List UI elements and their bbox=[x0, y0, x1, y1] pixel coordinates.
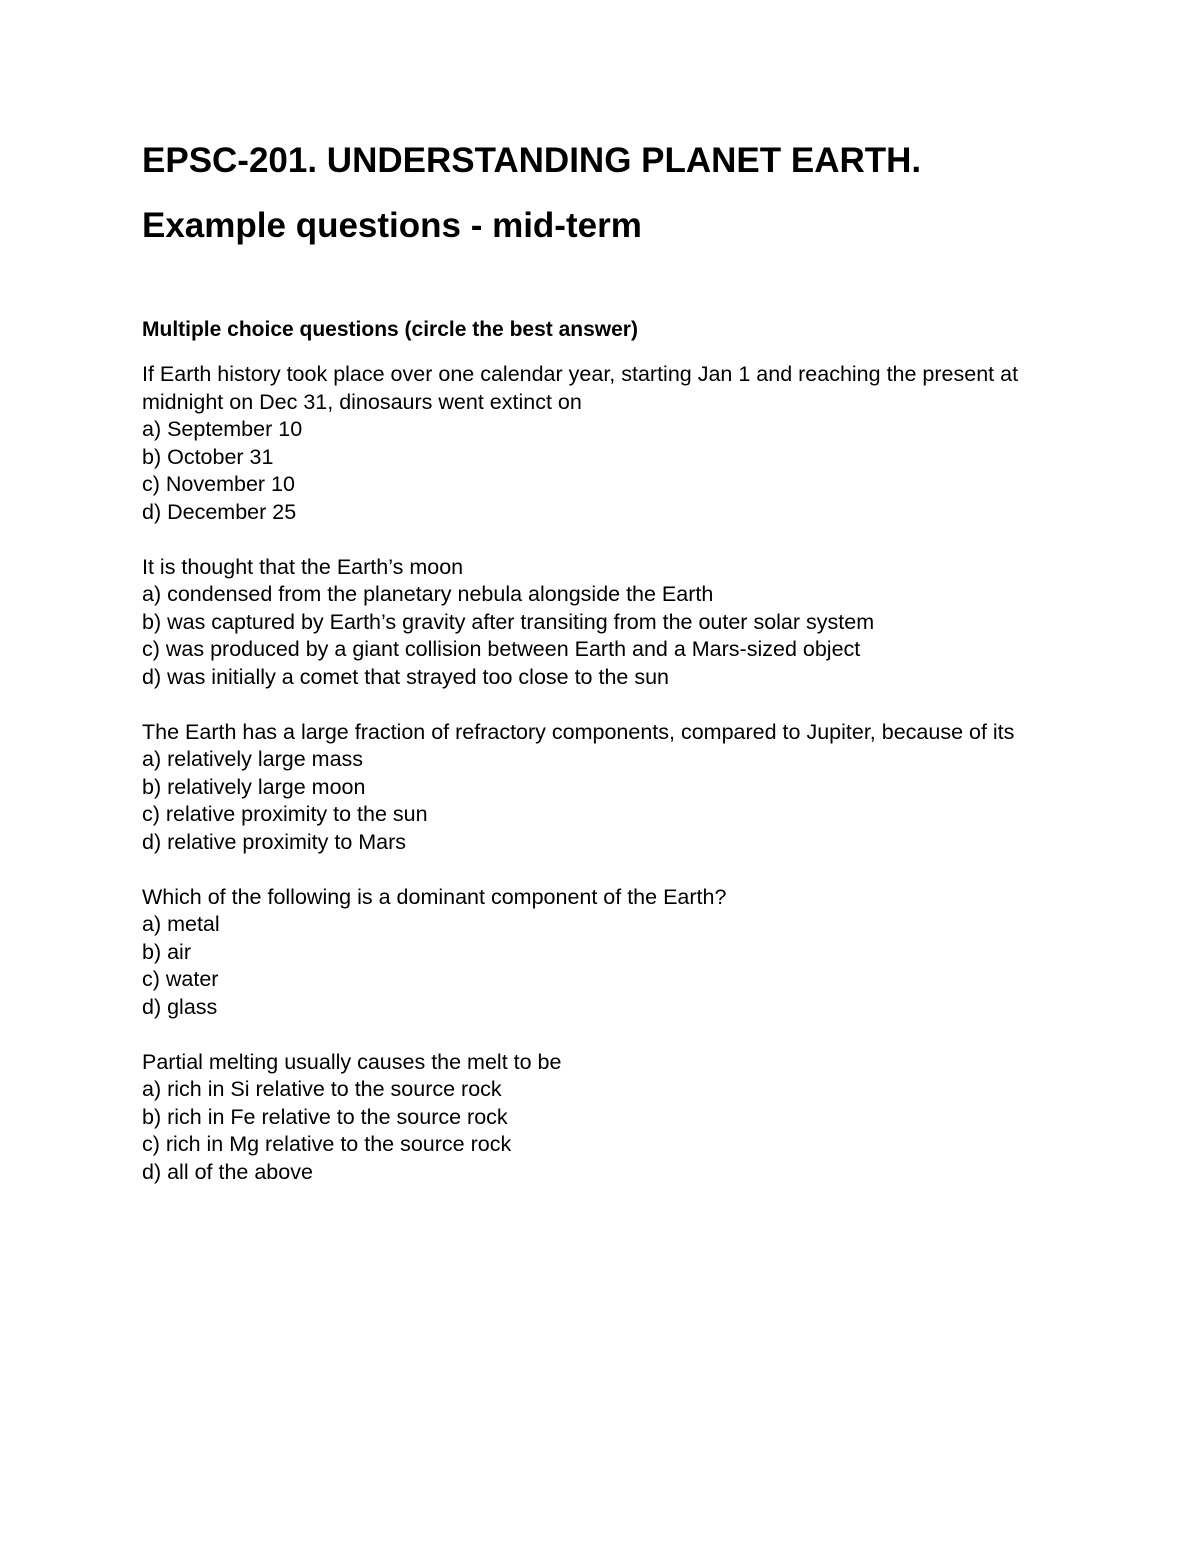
document-page bbox=[142, 140, 1062, 1214]
answer-option: d) glass bbox=[142, 994, 218, 1019]
answer-option: d) was initially a comet that strayed too close to the sun bbox=[142, 664, 670, 689]
question-text: It is thought that the Earth’s moon bbox=[142, 554, 464, 579]
question-3 bbox=[142, 719, 1062, 857]
answer-option: a) condensed from the planetary nebula alongside the Earth bbox=[142, 582, 714, 606]
answer-option: c) was produced by a giant collision between Earth and a Mars-sized object bbox=[142, 637, 861, 661]
answer-option: c) November 10 bbox=[142, 472, 295, 496]
answer-option: a) metal bbox=[142, 912, 220, 936]
answer-option: b) October 31 bbox=[142, 444, 274, 469]
answer-option: b) was captured by Earth’s gravity after transiting from the outer solar system bbox=[142, 609, 875, 634]
document-subtitle: Example questions - mid-term bbox=[142, 206, 642, 245]
answer-option: b) relatively large moon bbox=[142, 774, 366, 799]
answer-option: c) relative proximity to the sun bbox=[142, 802, 428, 826]
question-text: Which of the following is a dominant component of the Earth? bbox=[142, 884, 727, 909]
answer-option: b) rich in Fe relative to the source rock bbox=[142, 1104, 508, 1129]
question-1 bbox=[142, 361, 1062, 526]
question-text: If Earth history took place over one calendar year, starting Jan 1 and reaching the present at midnight on Dec 31, dinosaurs went extinct on bbox=[142, 362, 1019, 414]
document-title: EPSC-201. UNDERSTANDING PLANET EARTH. bbox=[142, 141, 922, 180]
section-heading: Multiple choice questions (circle the best answer) bbox=[142, 318, 638, 341]
answer-option: c) water bbox=[142, 967, 219, 991]
answer-option: a) September 10 bbox=[142, 417, 303, 441]
answer-option: d) all of the above bbox=[142, 1159, 313, 1184]
answer-option: d) December 25 bbox=[142, 499, 297, 524]
question-list bbox=[142, 361, 1062, 1186]
question-text: The Earth has a large fraction of refractory components, compared to Jupiter, because of its bbox=[142, 719, 1015, 744]
question-4 bbox=[142, 884, 1062, 1022]
question-2 bbox=[142, 554, 1062, 692]
answer-option: d) relative proximity to Mars bbox=[142, 829, 407, 854]
answer-option: c) rich in Mg relative to the source rock bbox=[142, 1132, 512, 1156]
question-text: Partial melting usually causes the melt to be bbox=[142, 1049, 562, 1074]
answer-option: a) rich in Si relative to the source rock bbox=[142, 1077, 502, 1101]
answer-option: a) relatively large mass bbox=[142, 747, 364, 771]
answer-option: b) air bbox=[142, 939, 191, 964]
question-5 bbox=[142, 1049, 1062, 1187]
